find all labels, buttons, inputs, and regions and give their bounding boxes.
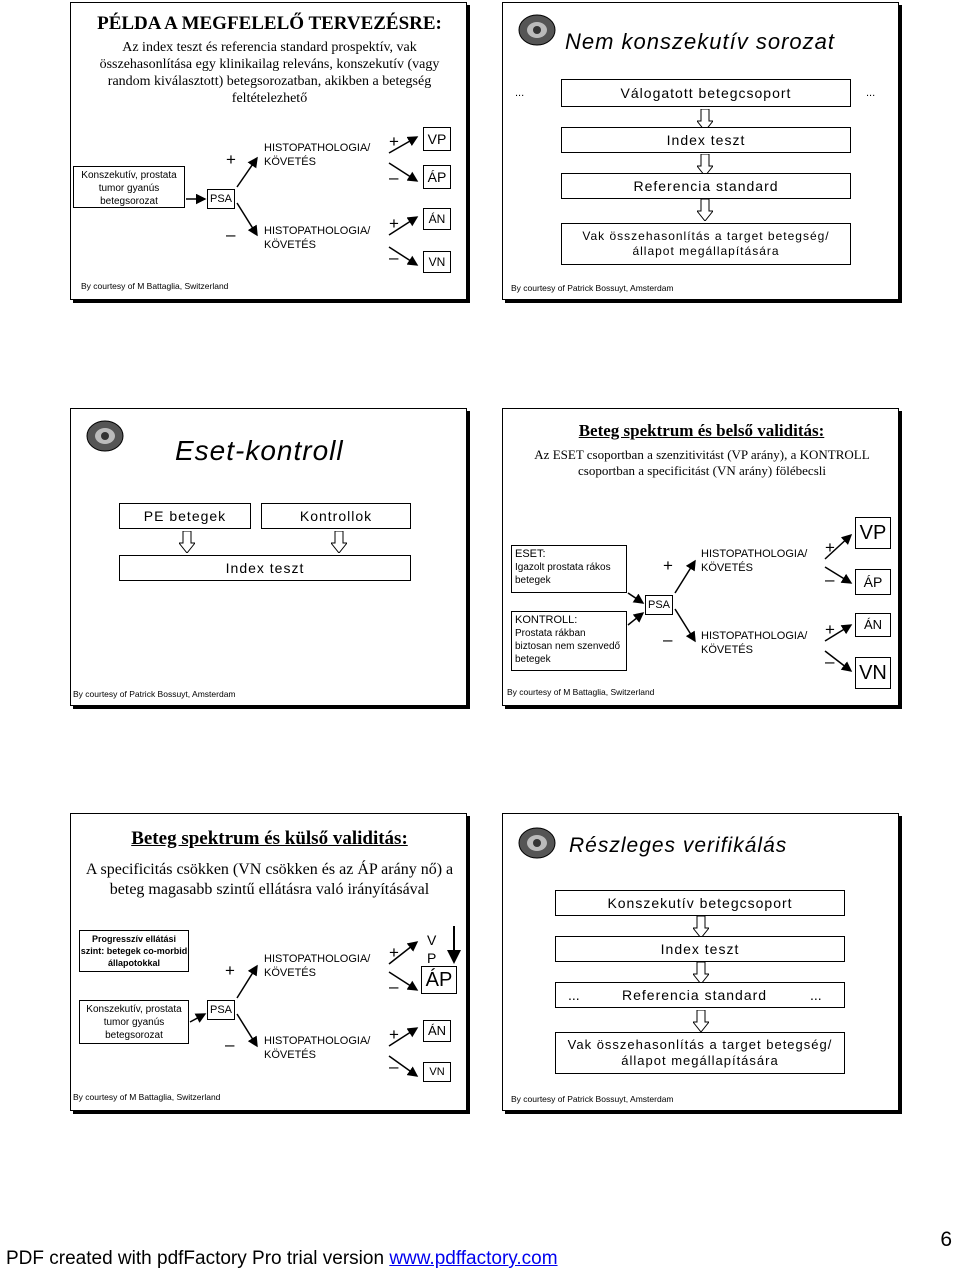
pdf-footer (6, 1248, 558, 1270)
plus-sign: + (825, 538, 835, 557)
slide-3 (70, 408, 467, 706)
courtesy-note: By courtesy of M Battaglia, Switzerland (507, 687, 655, 697)
case-text: Igazolt prostata rákos betegek (515, 562, 611, 586)
minus-sign: – (389, 248, 399, 267)
down-arrow-icon (693, 1010, 709, 1032)
down-arrow-icon (697, 199, 713, 221)
plus-sign: + (389, 943, 399, 962)
group-box: Konszekutív betegcsoport (555, 890, 845, 916)
courtesy-note: By courtesy of Patrick Bossuyt, Amsterdam (73, 689, 236, 699)
courtesy-note: By courtesy of Patrick Bossuyt, Amsterdam (511, 1094, 674, 1104)
plus-sign: + (226, 150, 236, 169)
vp-box: VP (423, 127, 451, 151)
courtesy-note: By courtesy of Patrick Bossuyt, Amsterdam (511, 283, 674, 293)
slide-3-title: Eset-kontroll (175, 435, 344, 466)
slide-5 (70, 813, 467, 1111)
histo-bottom: HISTOPATHOLOGIA/ KÖVETÉS (264, 225, 371, 251)
flow-arrows (71, 3, 468, 301)
source-box: Konszekutív, prostata tumor gyanús betegsorozat (79, 1000, 189, 1044)
plus-sign: + (389, 1025, 399, 1044)
slide-5-body: A specificitás csökken (VN csökken és az ÁP arány nő) a beteg magasabb szintű ellátásra való irányításával (85, 861, 454, 898)
index-test-box: Index teszt (555, 936, 845, 962)
slide-4 (502, 408, 899, 706)
v-label: V (427, 932, 437, 948)
minus-sign: – (225, 1035, 235, 1054)
cases-box: PE betegek (119, 503, 251, 529)
slide-1 (70, 2, 467, 300)
minus-sign: – (389, 1057, 399, 1076)
vn-box: VN (423, 1062, 451, 1082)
source-box: Konszekutív, prostata tumor gyanús betegsorozat (73, 166, 185, 208)
crest-logo-icon (517, 13, 557, 47)
dots-right: ... (810, 987, 822, 1003)
compare-box: Vak összehasonlítás a target betegség/ állapot megállapítására (555, 1032, 845, 1074)
down-arrow-icon (179, 531, 195, 553)
dots-left: ... (568, 987, 580, 1003)
slide-6 (502, 813, 899, 1111)
slide-1-title: PÉLDA A MEGFELELŐ TERVEZÉSRE: (97, 13, 442, 34)
progressive-box: Progresszív ellátási szint: betegek co-morbid állapotokkal (79, 930, 189, 972)
footer-text: PDF created with pdfFactory Pro trial version (6, 1248, 390, 1269)
dots-left: ... (515, 87, 525, 99)
index-test-box: Index teszt (119, 555, 411, 581)
slide-1-body: Az index teszt és referencia standard prospektív, vak összehasonlítása egy klinikailag releváns, konszekutív (vagy random kiválasztott) betegsorozatban, akikben a betegség feltételezhető (99, 40, 440, 106)
histo-top: HISTOPATHOLOGIA/ KÖVETÉS (264, 142, 371, 168)
group-box: Válogatott betegcsoport (561, 79, 851, 107)
crest-logo-icon (517, 826, 557, 860)
plus-sign: + (389, 132, 399, 151)
crest-logo-icon (85, 419, 125, 453)
psa-box: PSA (207, 189, 235, 209)
control-text: Prostata rákban biztosan nem szenvedő betegek (515, 628, 621, 665)
vn-box: VN (423, 251, 451, 273)
slide-6-title: Részleges verifikálás (569, 834, 788, 857)
plus-sign: + (825, 620, 835, 639)
histo-top: HISTOPATHOLOGIA/ KÖVETÉS (701, 548, 808, 574)
index-test-box: Index teszt (561, 127, 851, 153)
slide-2-title: Nem konszekutív sorozat (565, 29, 835, 54)
controls-box: Kontrollok (261, 503, 411, 529)
vp-box: VP (855, 517, 891, 549)
minus-sign: – (825, 570, 835, 589)
courtesy-note: By courtesy of M Battaglia, Switzerland (73, 1092, 221, 1102)
ap-box: ÁP (855, 569, 891, 595)
plus-sign: + (663, 556, 673, 575)
an-box: ÁN (855, 613, 891, 637)
an-box: ÁN (423, 208, 451, 230)
down-arrow-icon (331, 531, 347, 553)
flow-arrows (71, 814, 468, 1112)
plus-sign: + (225, 961, 235, 980)
vn-box: VN (855, 657, 891, 689)
slide-5-title: Beteg spektrum és külső validitás: (131, 828, 408, 849)
minus-sign: – (825, 652, 835, 671)
histo-bottom: HISTOPATHOLOGIA/ KÖVETÉS (701, 630, 808, 656)
ap-box: ÁP (421, 966, 457, 994)
reference-row (555, 982, 845, 1008)
psa-box: PSA (207, 1000, 235, 1020)
page-number: 6 (940, 1228, 952, 1251)
plus-sign: + (389, 214, 399, 233)
control-head: KONTROLL: (515, 614, 578, 626)
minus-sign: – (226, 225, 236, 244)
footer-link[interactable]: www.pdffactory.com (389, 1248, 558, 1269)
dots-right: ... (866, 87, 876, 99)
ap-box: ÁP (423, 165, 451, 189)
reference-box: Referencia standard (561, 173, 851, 199)
minus-sign: – (389, 977, 399, 996)
flow-arrows (503, 409, 900, 707)
down-arrow-icon (693, 916, 709, 938)
psa-box: PSA (645, 595, 673, 615)
slide-2 (502, 2, 899, 300)
reference-label: Referencia standard (622, 987, 768, 1003)
courtesy-note: By courtesy of M Battaglia, Switzerland (81, 281, 229, 291)
compare-box: Vak összehasonlítás a target betegség/ állapot megállapítására (561, 223, 851, 265)
an-box: ÁN (423, 1020, 451, 1042)
minus-sign: – (389, 168, 399, 187)
down-arrow-icon (693, 962, 709, 984)
histo-bottom: HISTOPATHOLOGIA/ KÖVETÉS (264, 1035, 371, 1061)
slide-4-body: Az ESET csoportban a szenzitivitást (VP arány), a KONTROLL csoportban a specificitást (VN arány) fölébecsli (534, 447, 870, 478)
histo-top: HISTOPATHOLOGIA/ KÖVETÉS (264, 953, 371, 979)
case-head: ESET: (515, 548, 546, 560)
slide-4-title: Beteg spektrum és belső validitás: (578, 421, 825, 440)
minus-sign: – (663, 630, 673, 649)
p-label: P (427, 950, 437, 966)
